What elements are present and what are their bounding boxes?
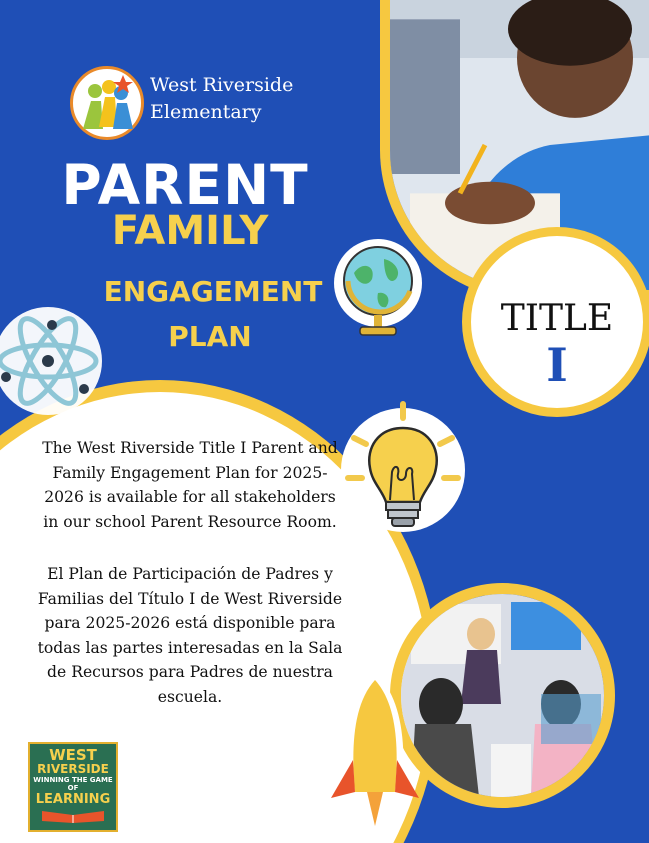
spanish-line: para 2025-2026 está disponible para [44, 614, 336, 632]
lightbulb-icon [340, 398, 466, 548]
english-line: Family Engagement Plan for 2025- [52, 463, 328, 482]
atom-icon [0, 305, 104, 417]
school-name [150, 72, 293, 126]
title-word: TITLE [500, 298, 614, 339]
spanish-paragraph [14, 562, 366, 709]
title-one-badge [462, 227, 649, 417]
title-numeral: I [546, 338, 568, 392]
badge-line2: RIVERSIDE [37, 762, 109, 776]
book-icon [38, 807, 108, 823]
heading-family: FAMILY [111, 208, 269, 254]
globe-icon [332, 235, 424, 345]
english-line: The West Riverside Title I Parent and [42, 439, 338, 457]
badge-line1: WEST [49, 746, 97, 764]
spanish-line: de Recursos para Padres de nuestra [47, 663, 333, 681]
spanish-line: todas las partes interesadas en la Sala [37, 638, 343, 657]
logo-icon [70, 66, 144, 140]
learning-badge [28, 742, 118, 832]
heading-engagement: ENGAGEMENT [103, 275, 323, 308]
school-name-line2: Elementary [150, 101, 262, 123]
badge-line4: OF [67, 784, 79, 792]
spanish-line: escuela. [157, 687, 223, 706]
badge-line3: WINNING THE GAME [33, 776, 113, 784]
badge-line5: LEARNING [35, 792, 111, 807]
english-line: in our school Parent Resource Room. [43, 512, 337, 531]
english-line: 2026 is available for all stakeholders [44, 488, 336, 506]
spanish-line: El Plan de Participación de Padres y [47, 565, 333, 583]
heading-parent: PARENT [61, 153, 309, 217]
english-paragraph [14, 436, 366, 534]
heading-plan: PLAN [168, 320, 252, 353]
school-name-line1: West Riverside [150, 74, 294, 96]
rocket-icon [325, 668, 425, 843]
spanish-line: Familias del Título I de West Riverside [37, 589, 343, 608]
